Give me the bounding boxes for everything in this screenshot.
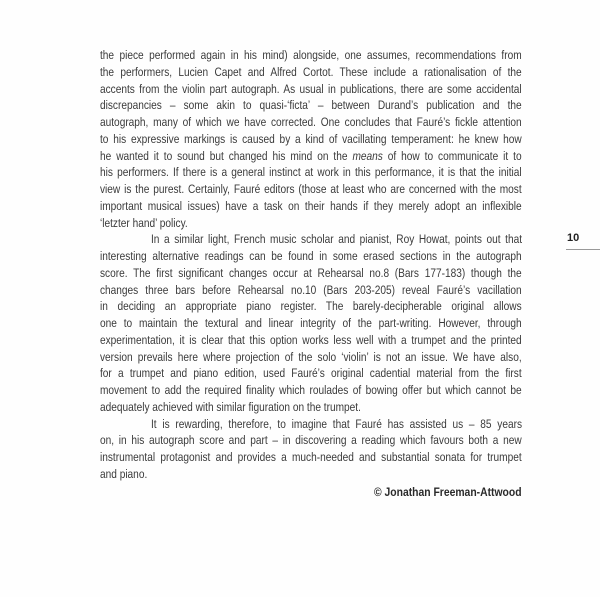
text-line: view is the purest. Certainly, Fauré editors (those at least who are concerned with the most — [100, 182, 522, 196]
text-line: in deciding an appropriate piano register. The barely-decipherable original allows — [100, 299, 522, 314]
text-line: version prevails here where projection of the solo ‘violin’ is not an issue. We have also, — [100, 349, 522, 364]
page-number-rule — [566, 249, 600, 250]
text-line: his performers. If there is a general instinct at work in this performance, it is that the initial — [100, 165, 522, 180]
text-line: the performers, Lucien Capet and Alfred Cortot. These include a rationalisation of the — [100, 64, 522, 79]
page-number: 10 — [567, 232, 580, 244]
text-line: and piano. — [100, 466, 148, 481]
text-line: important musical issues) have a task on their hands if they merely adopt an inflexible — [100, 198, 522, 213]
text-segment: of how to communicate it to — [382, 148, 522, 163]
text-line: experimentation, it is clear that this option works less well with a trumpet and the printed — [100, 332, 522, 347]
text-line: instrumental protagonist and provides a much-needed and substantial sonata for trumpet — [100, 450, 522, 464]
text-line — [100, 148, 522, 165]
text-line: for a trumpet and piano edition, used Fauré’s original cadential material from the first — [100, 366, 522, 381]
text-line: interesting alternative readings can be found in some erased sections in the autograph — [100, 249, 522, 263]
text-line: ‘letzter hand’ policy. — [100, 215, 188, 230]
text-line: one to maintain the textural and linear integrity of the part-writing. However, through — [100, 316, 522, 330]
text-segment: he wanted it to sound but changed his mind on the — [100, 148, 353, 163]
emphasis: means — [352, 148, 383, 163]
text-line: changes three bars before Rehearsal no.10 (Bars 203-205) reveal Fauré’s vacillation — [100, 282, 522, 297]
text-line: to his expressive markings is caused by a kind of vacillating temperament: he knew how — [100, 131, 522, 146]
text-line: score. The first significant changes occur at Rehearsal no.8 (Bars 177-183) though the — [100, 265, 522, 280]
text-line: It is rewarding, therefore, to imagine that Fauré has assisted us – 85 years — [151, 416, 523, 431]
text-line: adequately achieved with similar figuration on the trumpet. — [100, 399, 361, 414]
text-line: the piece performed again in his mind) alongside, one assumes, recommendations from — [100, 48, 522, 62]
text-line: accents from the violin part autograph. As usual in publications, there are some accidental — [100, 81, 522, 96]
text-line: on, in his autograph score and part – in discovering a reading which favours both a new — [100, 433, 522, 448]
author-signature: © Jonathan Freeman-Attwood — [374, 485, 522, 499]
text-line: movement to add the required finality which roulades of bowing offer but which cannot be — [100, 383, 522, 397]
text-line: In a similar light, French music scholar and pianist, Roy Howat, points out that — [151, 232, 523, 247]
text-line: discrepancies – some akin to quasi-‘ficta’ – between Durand’s publication and the — [100, 98, 522, 113]
text-line: autograph, many of which we have corrected. One concludes that Fauré’s fickle attention — [100, 115, 522, 129]
